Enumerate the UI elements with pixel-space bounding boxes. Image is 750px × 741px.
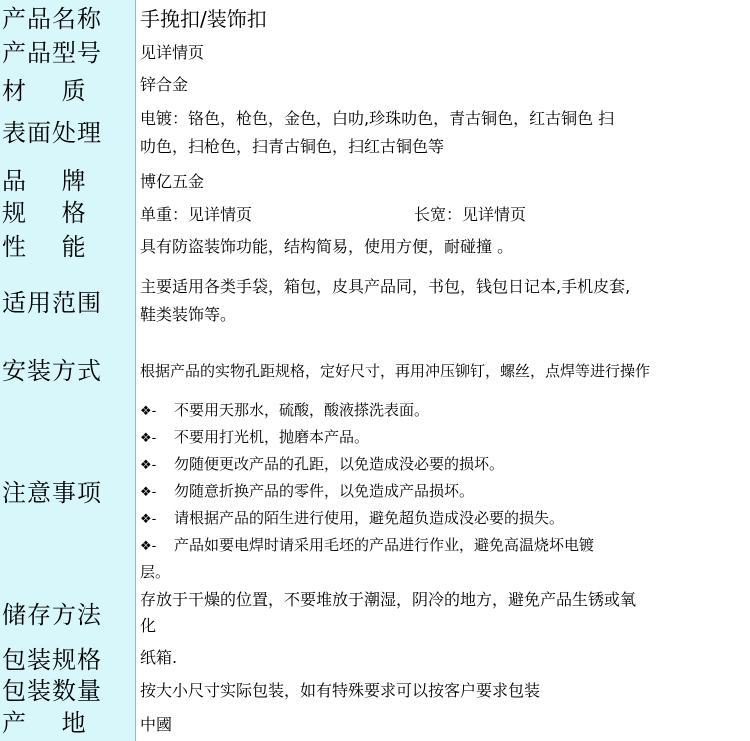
- note-item: [140, 424, 740, 452]
- note-text: 请根据产品的陌生进行使用，避免超负造成没必要的损失。: [174, 509, 565, 527]
- value-package-quantity: 按大小尺寸实际包装，如有特殊要求可以按客户要求包装: [140, 681, 541, 700]
- value-product-model: 见详情页: [140, 43, 205, 62]
- label-product-name: 产品名称: [2, 5, 102, 33]
- value-scope-line2: 鞋类装饰等。: [140, 305, 237, 324]
- value-scope-line1: 主要适用各类手袋，箱包，皮具产品同，书包，钱包日记本,手机皮套,: [140, 277, 631, 296]
- note-text: 勿随意折换产品的零件，以免造成产品损坏。: [174, 482, 475, 500]
- label-notes: 注意事项: [2, 479, 102, 507]
- diamond-bullet-icon: ❖-: [140, 458, 157, 473]
- value-surface-line1: 电镀：铬色，枪色，金色，白叻,珍珠叻色，青古铜色，红古铜色 扫: [140, 109, 615, 128]
- label-product-model: 产品型号: [2, 39, 102, 67]
- diamond-bullet-icon: ❖-: [140, 431, 157, 446]
- diamond-bullet-icon: ❖-: [140, 539, 157, 554]
- label-package-quantity: 包装数量: [2, 677, 102, 705]
- diamond-bullet-icon: ❖-: [140, 485, 157, 500]
- note-tail: 层。: [140, 563, 171, 581]
- diamond-bullet-icon: ❖-: [140, 512, 157, 527]
- label-package-spec: 包装规格: [2, 646, 102, 674]
- value-installation: 根据产品的实物孔距规格，定好尺寸，再用冲压铆钉，螺丝，点焊等进行操作: [140, 362, 651, 380]
- value-product-name: 手挽扣/装饰扣: [140, 7, 267, 31]
- note-text: 勿随便更改产品的孔距，以免造成没必要的损坏。: [174, 455, 505, 473]
- note-item: [140, 397, 740, 425]
- value-dimensions: 长宽：见详情页: [414, 205, 527, 224]
- label-spec: 规 格: [2, 199, 100, 227]
- note-item: [140, 532, 740, 560]
- value-surface-line2: 叻色，扫枪色，扫青古铜色，扫红古铜色等: [140, 137, 445, 156]
- label-scope: 适用范围: [2, 289, 102, 317]
- diamond-bullet-icon: ❖-: [140, 404, 157, 419]
- value-brand: 博亿五金: [140, 172, 205, 191]
- note-item: [140, 505, 740, 533]
- label-surface-treatment: 表面处理: [2, 119, 102, 147]
- label-origin: 产 地: [2, 709, 100, 737]
- label-brand: 品 牌: [2, 167, 100, 195]
- label-performance: 性 能: [2, 233, 100, 261]
- column-divider: [135, 0, 136, 741]
- note-text: 不要用打光机，抛磨本产品。: [174, 428, 370, 446]
- note-text: 产品如要电焊时请采用毛坯的产品进行作业，避免高温烧坏电镀: [174, 536, 595, 554]
- value-origin: 中國: [140, 715, 173, 734]
- value-package-spec: 纸箱.: [140, 648, 178, 667]
- note-item: [140, 451, 740, 479]
- value-storage-line2: 化: [140, 616, 157, 635]
- label-material: 材 质: [2, 77, 100, 105]
- note-text: 不要用天那水，硫酸，酸液搽洗表面。: [174, 401, 430, 419]
- value-unit-weight: 单重：见详情页: [140, 205, 253, 224]
- label-installation: 安装方式: [2, 357, 102, 385]
- value-storage-line1: 存放于干燥的位置，不要堆放于潮湿，阴冷的地方，避免产品生锈或氧: [140, 590, 637, 609]
- value-performance: 具有防盗装饰功能，结构简易，使用方便，耐碰撞 。: [140, 237, 514, 256]
- value-material: 锌合金: [140, 75, 189, 94]
- label-storage: 储存方法: [2, 601, 102, 629]
- note-item: [140, 478, 740, 506]
